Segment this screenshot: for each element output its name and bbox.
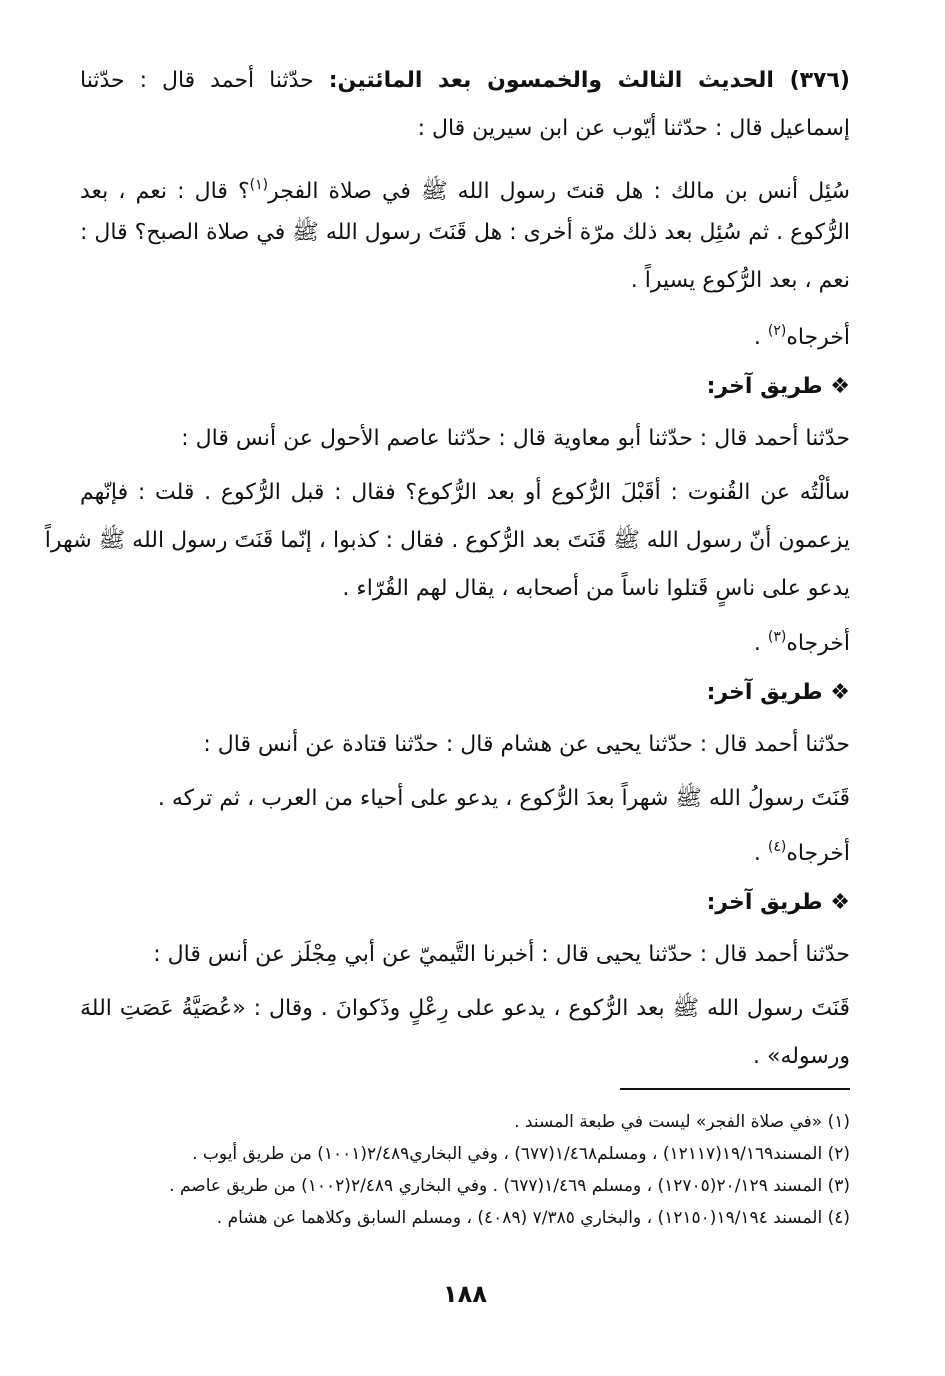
- section-heading-another-route-3: ❖ طريق آخر:: [706, 890, 850, 915]
- takhrij-text: أخرجاه: [786, 631, 850, 656]
- footnote-3: (٣) المسند ٢٠/١٢٩(١٢٧٠٥) ، ومسلم ١/٤٦٩(٦٧٧) . وفي البخاري ٢/٤٨٩(١٠٠٢) من طريق عاصم .: [169, 1176, 850, 1196]
- isnad-line: حدّثنا أحمد قال : حدّثنا يحيى قال : أخبرنا التَّيميّ عن أبي مِجْلَز عن أنس قال :: [153, 942, 850, 967]
- takhrij-1: [754, 316, 850, 353]
- footnote-2: (٢) المسند١٩/١٦٩(١٢١١٧) ، ومسلم١/٤٦٨(٦٧٧) ، وفي البخاري٢/٤٨٩(١٠٠١) من طريق أيوب .: [192, 1144, 850, 1164]
- takhrij-3: [754, 832, 850, 869]
- matn-line: قَنَتَ رسول الله ﷺ بعد الرُّكوع ، يدعو على رِعْلٍ وذَكوانَ . وقال : «عُصَيَّةُ عَصَتِ اللهَ: [80, 996, 850, 1021]
- hadith-number-title: (٣٧٦) الحديث الثالث والخمسون بعد المائتين:: [328, 68, 850, 93]
- section-heading-another-route-2: ❖ طريق آخر:: [706, 680, 850, 705]
- matn-line-3: نعم ، بعد الرُّكوع يسيراً .: [630, 268, 850, 293]
- takhrij-text: .: [753, 631, 768, 656]
- matn-line: قَنَتَ رسولُ الله ﷺ شهراً بعدَ الرُّكوع ، يدعو على أحياء من العرب ، ثم تركه .: [157, 786, 850, 811]
- matn-line: يزعمون أنّ رسول الله ﷺ قَنَتَ بعد الرُّكوع . فقال : كذبوا ، إنّما قَنَتَ رسول الله ﷺ شهراً: [44, 528, 850, 553]
- page-number: ١٨٨: [443, 1280, 487, 1308]
- matn-line-1: [80, 170, 850, 207]
- takhrij-text: أخرجاه: [786, 841, 850, 866]
- section-heading-another-route-1: ❖ طريق آخر:: [706, 374, 850, 399]
- footnote-ref-1: (١): [249, 177, 269, 193]
- matn-line: يدعو على ناسٍ قَتلوا ناساً من أصحابه ، يقال لهم القُرّاء .: [342, 576, 850, 601]
- takhrij-text: .: [753, 325, 768, 350]
- isnad-start: حدّثنا أحمد قال : حدّثنا: [80, 68, 329, 93]
- matn-line-2: الرُّكوع . ثم سُئِل بعد ذلك مرّة أخرى : هل قَنَتَ رسول الله ﷺ في صلاة الصبح؟ قال :: [80, 220, 850, 245]
- footnote-separator: [620, 1088, 850, 1090]
- matn-text: ؟ قال : نعم ، بعد: [80, 179, 250, 204]
- footnote-ref-4: (٤): [767, 839, 787, 855]
- hadith-heading-376: [80, 66, 850, 96]
- footnote-4: (٤) المسند ١٩/١٩٤(١٢١٥٠) ، والبخاري ٧/٣٨٥ (٤٠٨٩) ، ومسلم السابق وكلاهما عن هشام .: [216, 1208, 850, 1228]
- takhrij-text: .: [753, 841, 768, 866]
- footnote-1: (١) «في صلاة الفجر» ليست في طبعة المسند .: [514, 1112, 850, 1132]
- takhrij-2: [754, 622, 850, 659]
- matn-line: ورسوله» .: [753, 1044, 850, 1069]
- footnote-ref-2: (٢): [767, 323, 787, 339]
- matn-text: سُئِل أنس بن مالك : هل قنتَ رسول الله ﷺ في صلاة الفجر: [268, 179, 850, 204]
- takhrij-text: أخرجاه: [786, 325, 850, 350]
- footnote-ref-3: (٣): [767, 629, 787, 645]
- isnad-line: إسماعيل قال : حدّثنا أيّوب عن ابن سيرين قال :: [417, 116, 850, 141]
- isnad-line: حدّثنا أحمد قال : حدّثنا يحيى عن هشام قال : حدّثنا قتادة عن أنس قال :: [203, 732, 850, 757]
- isnad-line: حدّثنا أحمد قال : حدّثنا أبو معاوية قال : حدّثنا عاصم الأحول عن أنس قال :: [181, 426, 850, 451]
- matn-line: سألْتُه عن القُنوت : أقَبْلَ الرُّكوع أو بعد الرُّكوع؟ فقال : قبل الرُّكوع . قلت : فإنّهم: [80, 480, 850, 505]
